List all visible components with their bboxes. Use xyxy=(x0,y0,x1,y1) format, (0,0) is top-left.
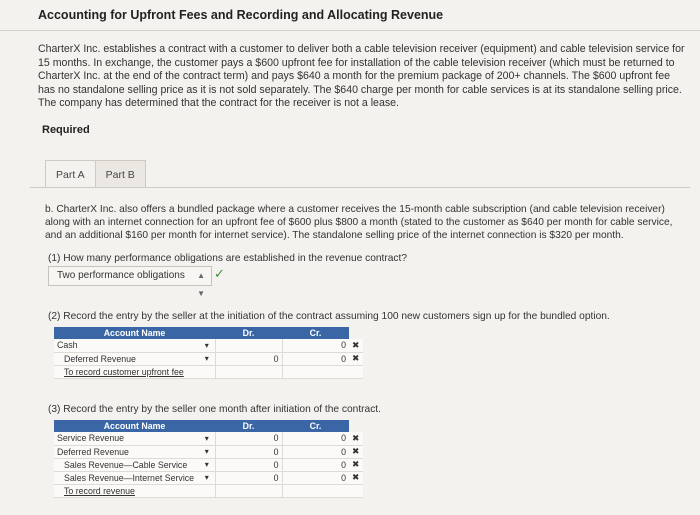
table-row xyxy=(54,365,363,378)
required-heading: Required xyxy=(42,124,90,136)
incorrect-x-icon: ✖ xyxy=(349,458,363,471)
part-b-text: b. CharterX Inc. also offers a bundled package where a customer receives the 15-month cable subscription (and cable television receiver) along with an internet connection for an upfront fee of $600 plus $800 a month (stated to the customer as $640 per month for cable service, and an additional $160 per month for internet service). The standalone selling price of the internet connection is $320 per month. xyxy=(45,204,673,242)
performance-obligations-select[interactable] xyxy=(48,266,212,298)
account-select[interactable]: Service Revenue xyxy=(54,432,199,445)
tab-part-a[interactable]: Part A xyxy=(45,160,95,188)
chevron-down-icon[interactable]: ▾ xyxy=(199,445,215,458)
account-select[interactable]: Deferred Revenue xyxy=(54,352,199,365)
account-select[interactable]: Deferred Revenue xyxy=(54,445,199,458)
table-row xyxy=(54,471,363,484)
page-title: Accounting for Upfront Fees and Recording and Allocating Revenue xyxy=(38,8,444,22)
chevron-down-icon[interactable]: ▾ xyxy=(199,339,215,352)
table-row xyxy=(54,458,363,471)
credit-input[interactable]: 0 xyxy=(282,471,349,484)
debit-input[interactable]: 0 xyxy=(215,458,282,471)
credit-cell xyxy=(282,484,349,497)
entry-description: To record revenue xyxy=(54,484,199,497)
header-spacer xyxy=(349,327,363,339)
correct-check-icon: ✓ xyxy=(214,266,225,281)
table-row xyxy=(54,445,363,458)
account-select[interactable]: Cash xyxy=(54,339,199,352)
account-select[interactable]: Sales Revenue—Internet Service xyxy=(54,471,199,484)
account-select[interactable]: Sales Revenue—Cable Service xyxy=(54,458,199,471)
chevron-down-icon[interactable]: ▾ xyxy=(199,352,215,365)
intro-paragraph: CharterX Inc. establishes a contract with a customer to deliver both a cable television receiver (equipment) and cable television service for 15 months. In exchange, the customer pays a $600 upfront fee for installation of the cable television receiver (which must be returned to CharterX Inc. at the end of the contract term) and pays $640 a month for the premium package of 200+ channels. The $600 upfront fee has no standalone selling price as it is not sold separately. The $640 charge per month for cable services is at its standalone selling price. The company has determined that the contract for the receiver is not a lease. xyxy=(38,43,685,110)
mark-cell xyxy=(349,484,363,497)
chevron-down-icon[interactable]: ▾ xyxy=(199,471,215,484)
tab-part-b[interactable]: Part B xyxy=(95,160,146,188)
debit-input[interactable]: 0 xyxy=(215,432,282,445)
entry-description: To record customer upfront fee xyxy=(54,365,199,378)
header-dr: Dr. xyxy=(215,327,282,339)
table-row xyxy=(54,484,363,497)
select-arrows-icon: ▲ ▼ xyxy=(197,271,205,298)
table-header xyxy=(54,327,363,339)
question-3: (3) Record the entry by the seller one month after initiation of the contract. xyxy=(48,404,381,415)
header-spacer xyxy=(349,420,363,432)
header-cr: Cr. xyxy=(282,327,349,339)
journal-table-3 xyxy=(54,420,363,498)
credit-input[interactable]: 0 xyxy=(282,458,349,471)
incorrect-x-icon: ✖ xyxy=(349,352,363,365)
header-cr: Cr. xyxy=(282,420,349,432)
debit-cell xyxy=(215,365,282,378)
debit-input[interactable] xyxy=(215,339,282,352)
incorrect-x-icon: ✖ xyxy=(349,471,363,484)
chevron-down-icon[interactable]: ▾ xyxy=(199,458,215,471)
question-2: (2) Record the entry by the seller at the initiation of the contract assuming 100 new customers sign up for the bundled option. xyxy=(48,311,610,322)
part-tabs xyxy=(45,160,146,188)
question-1: (1) How many performance obligations are established in the revenue contract? xyxy=(48,253,408,264)
debit-input[interactable]: 0 xyxy=(215,471,282,484)
table-row xyxy=(54,352,363,365)
debit-input[interactable]: 0 xyxy=(215,445,282,458)
credit-input[interactable]: 0 xyxy=(282,445,349,458)
header-account: Account Name xyxy=(54,420,215,432)
select-value: Two performance obligations xyxy=(57,270,185,281)
debit-cell xyxy=(215,484,282,497)
incorrect-x-icon: ✖ xyxy=(349,432,363,445)
header-account: Account Name xyxy=(54,327,215,339)
incorrect-x-icon: ✖ xyxy=(349,445,363,458)
credit-input[interactable]: 0 xyxy=(282,339,349,352)
divider xyxy=(0,30,700,31)
credit-cell xyxy=(282,365,349,378)
incorrect-x-icon: ✖ xyxy=(349,339,363,352)
credit-input[interactable]: 0 xyxy=(282,352,349,365)
debit-input[interactable]: 0 xyxy=(215,352,282,365)
journal-table-2 xyxy=(54,327,363,379)
table-row xyxy=(54,339,363,352)
table-row xyxy=(54,432,363,445)
header-dr: Dr. xyxy=(215,420,282,432)
table-header xyxy=(54,420,363,432)
mark-cell xyxy=(349,365,363,378)
empty-cell xyxy=(199,484,215,497)
empty-cell xyxy=(199,365,215,378)
chevron-down-icon[interactable]: ▾ xyxy=(199,432,215,445)
credit-input[interactable]: 0 xyxy=(282,432,349,445)
